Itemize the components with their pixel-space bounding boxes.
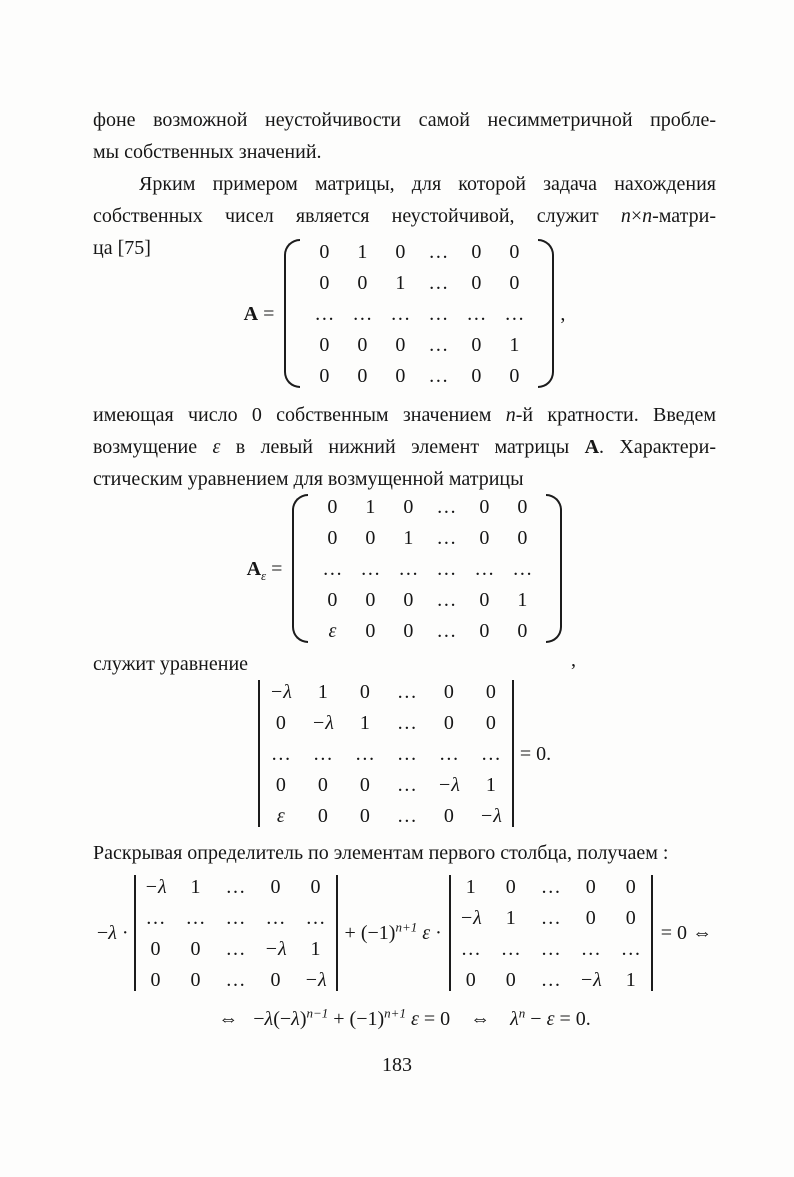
- matrix-cell: …: [396, 680, 417, 703]
- characteristic-determinant-grid: [260, 676, 512, 831]
- text-segment: -матри-: [652, 205, 716, 227]
- expansion-prefix: [97, 917, 129, 949]
- matrix-cell: …: [428, 364, 449, 387]
- text-segment: ×: [630, 205, 643, 227]
- matrix-cell: …: [466, 302, 487, 325]
- text-segment: = 0: [418, 1008, 471, 1030]
- text-segment: [490, 1008, 510, 1030]
- matrix-cell: …: [428, 271, 449, 294]
- text-segment: ε: [261, 567, 267, 583]
- matrix-cell: 0: [403, 588, 414, 611]
- expansion-equation-display: [81, 871, 728, 995]
- matrix-cell: 1: [357, 240, 368, 263]
- matrix-cell: …: [312, 742, 333, 765]
- matrix-cell: …: [480, 742, 501, 765]
- expansion-equals-zero-iff: [661, 917, 712, 949]
- matrix-cell: −λ: [144, 875, 167, 898]
- text-segment: n: [505, 404, 516, 426]
- text-line: [93, 431, 716, 463]
- text-segment: ⇔: [692, 922, 713, 944]
- matrix-cell: 0: [190, 937, 201, 960]
- matrix-cell: …: [474, 557, 495, 580]
- matrix-cell: 0: [395, 333, 406, 356]
- matrix-cell: −λ: [269, 680, 292, 703]
- matrix-cell: 0: [327, 588, 338, 611]
- matrix-cell: 1: [517, 588, 528, 611]
- text-segment: −: [96, 922, 109, 944]
- left-paren: [284, 239, 300, 388]
- matrix-cell: 0: [319, 271, 330, 294]
- text-segment: . Характери-: [599, 436, 717, 458]
- matrix-cell: 0: [275, 711, 286, 734]
- matrix-cell: 0: [625, 875, 636, 898]
- matrix-cell: …: [314, 302, 335, 325]
- text-segment: n: [518, 1005, 526, 1021]
- expansion-middle-term: [345, 917, 442, 949]
- text-segment: =: [258, 302, 280, 325]
- matrix-cell: 1: [310, 937, 321, 960]
- determinant-bar-right: [336, 875, 338, 991]
- matrix-cell: …: [436, 526, 457, 549]
- stray-comma: ,: [571, 649, 576, 671]
- matrix-cell: …: [436, 557, 457, 580]
- matrix-a-epsilon-display: [93, 491, 716, 646]
- matrix-cell: …: [500, 937, 521, 960]
- text-segment: ⇔: [218, 1008, 239, 1030]
- matrix-cell: …: [428, 333, 449, 356]
- matrix-a-grid: [305, 236, 533, 391]
- expansion-determinant-2-grid: [451, 871, 651, 995]
- matrix-cell: 0: [471, 333, 482, 356]
- matrix-cell: 0: [365, 588, 376, 611]
- matrix-cell: 0: [625, 906, 636, 929]
- matrix-cell: 0: [479, 495, 490, 518]
- matrix-a-display: [93, 236, 716, 391]
- matrix-cell: 0: [310, 875, 321, 898]
- matrix-cell: 0: [509, 271, 520, 294]
- text-segment: −: [525, 1008, 547, 1030]
- text-segment: ε: [410, 1008, 419, 1030]
- text-segment: ): [299, 1008, 307, 1030]
- matrix-cell: 1: [625, 968, 636, 991]
- matrix-cell: …: [620, 937, 641, 960]
- matrix-cell: 0: [517, 526, 528, 549]
- matrix-cell: ε: [328, 619, 337, 642]
- matrix-cell: 1: [509, 333, 520, 356]
- matrix-cell: 0: [359, 804, 370, 827]
- text-segment: A: [584, 436, 600, 458]
- matrix-cell: 0: [275, 773, 286, 796]
- matrix-cell: 0: [319, 333, 330, 356]
- matrix-cell: 0: [443, 711, 454, 734]
- matrix-cell: …: [185, 906, 206, 929]
- paragraph-3: [93, 399, 716, 495]
- matrix-a-epsilon-grid: [313, 491, 541, 646]
- matrix-a-trailing-comma: ,: [560, 302, 566, 325]
- matrix-cell: 1: [505, 906, 516, 929]
- matrix-cell: 0: [357, 364, 368, 387]
- matrix-cell: −λ: [264, 937, 287, 960]
- text-line: [93, 200, 716, 232]
- matrix-cell: …: [305, 906, 326, 929]
- matrix-cell: 0: [509, 240, 520, 263]
- matrix-cell: 0: [317, 773, 328, 796]
- text-segment: в левый нижний элемент матрицы: [220, 436, 585, 458]
- text-segment: = 0: [660, 922, 693, 944]
- matrix-cell: …: [540, 875, 561, 898]
- matrix-cell: …: [428, 302, 449, 325]
- matrix-cell: …: [540, 968, 561, 991]
- matrix-cell: …: [504, 302, 525, 325]
- text-segment: −: [238, 1008, 265, 1030]
- matrix-cell: 0: [395, 364, 406, 387]
- matrix-cell: 0: [317, 804, 328, 827]
- text-line: [93, 104, 716, 136]
- matrix-cell: …: [580, 937, 601, 960]
- text-segment: ε: [422, 922, 431, 944]
- matrix-cell: −λ: [479, 804, 502, 827]
- page-content: [93, 104, 716, 1035]
- matrix-cell: …: [396, 804, 417, 827]
- text-segment: фоне возможной неустойчивости самой несимметричной пробле-: [93, 109, 716, 131]
- matrix-a-epsilon-label: [247, 553, 288, 585]
- matrix-cell: …: [436, 619, 457, 642]
- text-segment: ε: [546, 1008, 555, 1030]
- matrix-cell: 1: [465, 875, 476, 898]
- matrix-cell: 1: [485, 773, 496, 796]
- text-segment: ца [75]: [93, 237, 151, 259]
- expansion-determinant-1-grid: [136, 871, 336, 995]
- text-segment: ·: [116, 922, 129, 944]
- matrix-cell: 0: [357, 333, 368, 356]
- text-segment: λ: [264, 1008, 274, 1030]
- text-segment: A: [243, 302, 259, 325]
- matrix-cell: 0: [357, 271, 368, 294]
- matrix-cell: …: [145, 906, 166, 929]
- matrix-cell: 0: [270, 968, 281, 991]
- matrix-cell: 0: [359, 680, 370, 703]
- matrix-cell: −λ: [437, 773, 460, 796]
- matrix-cell: 0: [319, 240, 330, 263]
- matrix-cell: …: [436, 588, 457, 611]
- text-segment: n+1: [395, 919, 418, 935]
- matrix-cell: 0: [479, 619, 490, 642]
- final-equation-line: [93, 1003, 716, 1035]
- text-segment: n+1: [384, 1005, 406, 1021]
- matrix-cell: …: [322, 557, 343, 580]
- matrix-a-label: [244, 298, 280, 330]
- determinant-bar-right: [512, 680, 514, 827]
- matrix-cell: 0: [471, 271, 482, 294]
- text-segment: служит уравнение: [93, 653, 249, 675]
- matrix-cell: 1: [365, 495, 376, 518]
- matrix-cell: 0: [403, 495, 414, 518]
- matrix-cell: 0: [479, 588, 490, 611]
- matrix-cell: …: [390, 302, 411, 325]
- text-segment: собственных чисел является неустойчивой, служит: [93, 205, 621, 227]
- text-line: [93, 136, 716, 168]
- matrix-cell: −λ: [304, 968, 327, 991]
- matrix-cell: 0: [395, 240, 406, 263]
- matrix-cell: …: [225, 968, 246, 991]
- matrix-cell: 0: [505, 968, 516, 991]
- text-segment: ⇔: [470, 1008, 491, 1030]
- matrix-cell: …: [225, 937, 246, 960]
- matrix-cell: 0: [479, 526, 490, 549]
- matrix-cell: 0: [403, 619, 414, 642]
- matrix-cell: 0: [517, 495, 528, 518]
- matrix-cell: …: [396, 742, 417, 765]
- matrix-cell: 0: [190, 968, 201, 991]
- matrix-cell: 0: [471, 364, 482, 387]
- text-segment: Раскрывая определитель по элементам первого столбца, получаем :: [93, 842, 669, 864]
- matrix-cell: …: [225, 875, 246, 898]
- text-segment: + (−1): [328, 1008, 385, 1030]
- matrix-cell: 0: [585, 906, 596, 929]
- matrix-cell: 1: [317, 680, 328, 703]
- matrix-cell: …: [460, 937, 481, 960]
- matrix-cell: …: [265, 906, 286, 929]
- determinant-bar-right: [651, 875, 653, 991]
- text-segment: n−1: [306, 1005, 329, 1021]
- right-paren: [538, 239, 554, 388]
- text-segment: λ: [291, 1008, 300, 1030]
- matrix-cell: −λ: [459, 906, 482, 929]
- matrix-cell: 0: [505, 875, 516, 898]
- left-paren: [292, 494, 308, 643]
- matrix-cell: 0: [509, 364, 520, 387]
- matrix-cell: 1: [403, 526, 414, 549]
- text-segment: стическим уравнением для возмущенной матрицы: [93, 468, 524, 490]
- line-raskryvaya: [93, 837, 716, 869]
- matrix-cell: …: [540, 906, 561, 929]
- text-segment: A: [246, 557, 262, 580]
- matrix-cell: 0: [365, 526, 376, 549]
- text-segment: n: [620, 205, 631, 227]
- text-segment: λ: [510, 1008, 519, 1030]
- matrix-cell: 0: [150, 937, 161, 960]
- text-segment: = 0.: [554, 1008, 591, 1030]
- matrix-cell: 0: [359, 773, 370, 796]
- matrix-cell: 1: [359, 711, 370, 734]
- text-segment: возмущение: [93, 436, 213, 458]
- matrix-cell: 0: [471, 240, 482, 263]
- matrix-cell: 0: [485, 711, 496, 734]
- matrix-cell: …: [354, 742, 375, 765]
- matrix-cell: 0: [443, 804, 454, 827]
- text-segment: λ: [108, 922, 117, 944]
- text-segment: -й кратности. Введем: [515, 404, 716, 426]
- matrix-cell: …: [360, 557, 381, 580]
- matrix-cell: 0: [485, 680, 496, 703]
- text-segment: n: [642, 205, 653, 227]
- matrix-cell: 0: [327, 526, 338, 549]
- matrix-cell: 0: [517, 619, 528, 642]
- text-segment: имеющая число 0 собственным значением: [93, 404, 506, 426]
- matrix-cell: …: [512, 557, 533, 580]
- matrix-cell: …: [396, 773, 417, 796]
- matrix-cell: −λ: [579, 968, 602, 991]
- paragraph-1: [93, 104, 716, 168]
- matrix-cell: 0: [319, 364, 330, 387]
- matrix-cell: 0: [327, 495, 338, 518]
- characteristic-determinant-display: [93, 676, 716, 831]
- determinant-equals-zero: = 0.: [519, 742, 552, 765]
- matrix-cell: …: [398, 557, 419, 580]
- matrix-cell: …: [396, 711, 417, 734]
- matrix-cell: 0: [465, 968, 476, 991]
- matrix-cell: 0: [365, 619, 376, 642]
- text-segment: =: [266, 557, 288, 580]
- matrix-cell: …: [270, 742, 291, 765]
- matrix-cell: 0: [443, 680, 454, 703]
- matrix-cell: …: [225, 906, 246, 929]
- matrix-cell: 1: [190, 875, 201, 898]
- matrix-cell: …: [438, 742, 459, 765]
- matrix-cell: …: [352, 302, 373, 325]
- matrix-cell: ε: [276, 804, 285, 827]
- matrix-cell: …: [428, 240, 449, 263]
- matrix-cell: −λ: [311, 711, 334, 734]
- text-line: [93, 399, 716, 431]
- page-number: 183: [382, 1054, 412, 1076]
- right-paren: [546, 494, 562, 643]
- text-segment: мы собственных значений.: [93, 141, 322, 163]
- text-segment: Ярким примером матрицы, для которой задача нахождения: [139, 173, 716, 195]
- matrix-cell: 1: [395, 271, 406, 294]
- text-segment: ε: [212, 436, 221, 458]
- text-line: [93, 168, 716, 200]
- matrix-cell: …: [436, 495, 457, 518]
- text-segment: (−: [273, 1008, 292, 1030]
- matrix-cell: 0: [150, 968, 161, 991]
- matrix-cell: 0: [585, 875, 596, 898]
- matrix-cell: …: [540, 937, 561, 960]
- text-segment: ·: [430, 922, 442, 944]
- text-segment: + (−1): [344, 922, 396, 944]
- matrix-cell: 0: [270, 875, 281, 898]
